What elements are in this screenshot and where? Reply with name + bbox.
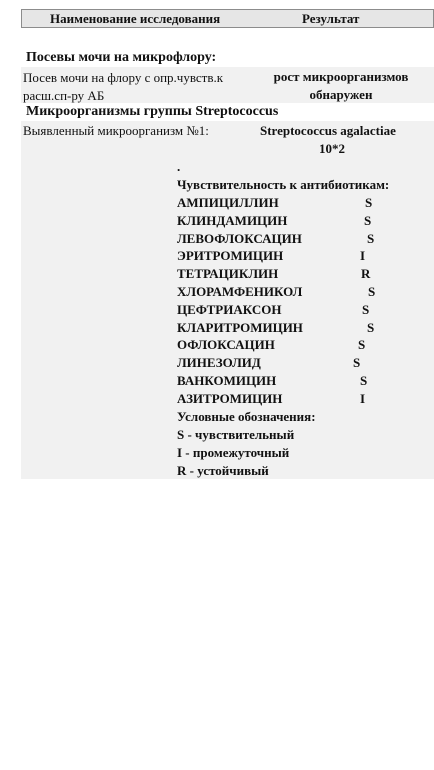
- antibiotic-result: R: [361, 266, 371, 281]
- organism-titer: 10*2: [319, 141, 345, 156]
- antibiotic-name: ТЕТРАЦИКЛИН: [177, 266, 279, 281]
- legend-item: S - чувствительный: [177, 427, 295, 442]
- antibiotic-name: ЛЕВОФЛОКСАЦИН: [177, 231, 302, 246]
- organism-name: Streptococcus agalactiae: [260, 123, 396, 138]
- test-name: Посев мочи на флору с опр.чувств.к расш.сп-ру АБ: [23, 70, 224, 103]
- antibiotic-result: I: [360, 391, 366, 406]
- test-name: Выявленный микроорганизм №1:: [23, 123, 209, 138]
- column-header-result: Результат: [302, 11, 360, 26]
- antibiotic-name: ЭРИТРОМИЦИН: [177, 248, 284, 263]
- antibiotic-name: ЛИНЕЗОЛИД: [177, 355, 261, 370]
- table-header: [21, 9, 434, 28]
- section-title-urine-culture: Посевы мочи на микрофлору:: [26, 50, 217, 65]
- antibiotic-result: S: [368, 284, 376, 299]
- sensitivity-title: Чувствительность к антибиотикам:: [177, 177, 390, 192]
- antibiotic-name: АЗИТРОМИЦИН: [177, 391, 283, 406]
- antibiotic-result: S: [362, 302, 370, 317]
- table-row: [21, 121, 434, 479]
- antibiotic-name: АМПИЦИЛЛИН: [177, 195, 279, 210]
- dot-separator: .: [177, 159, 181, 174]
- column-header-name: Наименование исследования: [50, 11, 221, 26]
- antibiotic-name: КЛИНДАМИЦИН: [177, 213, 288, 228]
- antibiotic-result: S: [367, 320, 375, 335]
- antibiotic-result: S: [367, 231, 375, 246]
- antibiotic-name: ЦЕФТРИАКСОН: [177, 302, 282, 317]
- section-title-streptococcus: Микроорганизмы группы Streptococcus: [26, 104, 279, 119]
- antibiotic-name: КЛАРИТРОМИЦИН: [177, 320, 303, 335]
- antibiotic-name: ВАНКОМИЦИН: [177, 373, 277, 388]
- antibiotic-name: ХЛОРАМФЕНИКОЛ: [177, 284, 303, 299]
- antibiotic-result: S: [364, 213, 372, 228]
- test-result: рост микроорганизмов обнаружен: [273, 69, 409, 102]
- antibiotic-result: S: [358, 337, 366, 352]
- legend-title: Условные обозначения:: [177, 409, 316, 424]
- antibiotic-result: S: [353, 355, 361, 370]
- antibiotic-result: S: [360, 373, 368, 388]
- antibiotic-result: I: [360, 248, 366, 263]
- table-row: [21, 67, 434, 103]
- antibiotic-name: ОФЛОКСАЦИН: [177, 337, 275, 352]
- legend-item: R - устойчивый: [177, 463, 269, 478]
- legend-item: I - промежуточный: [177, 445, 290, 460]
- antibiotic-result: S: [365, 195, 373, 210]
